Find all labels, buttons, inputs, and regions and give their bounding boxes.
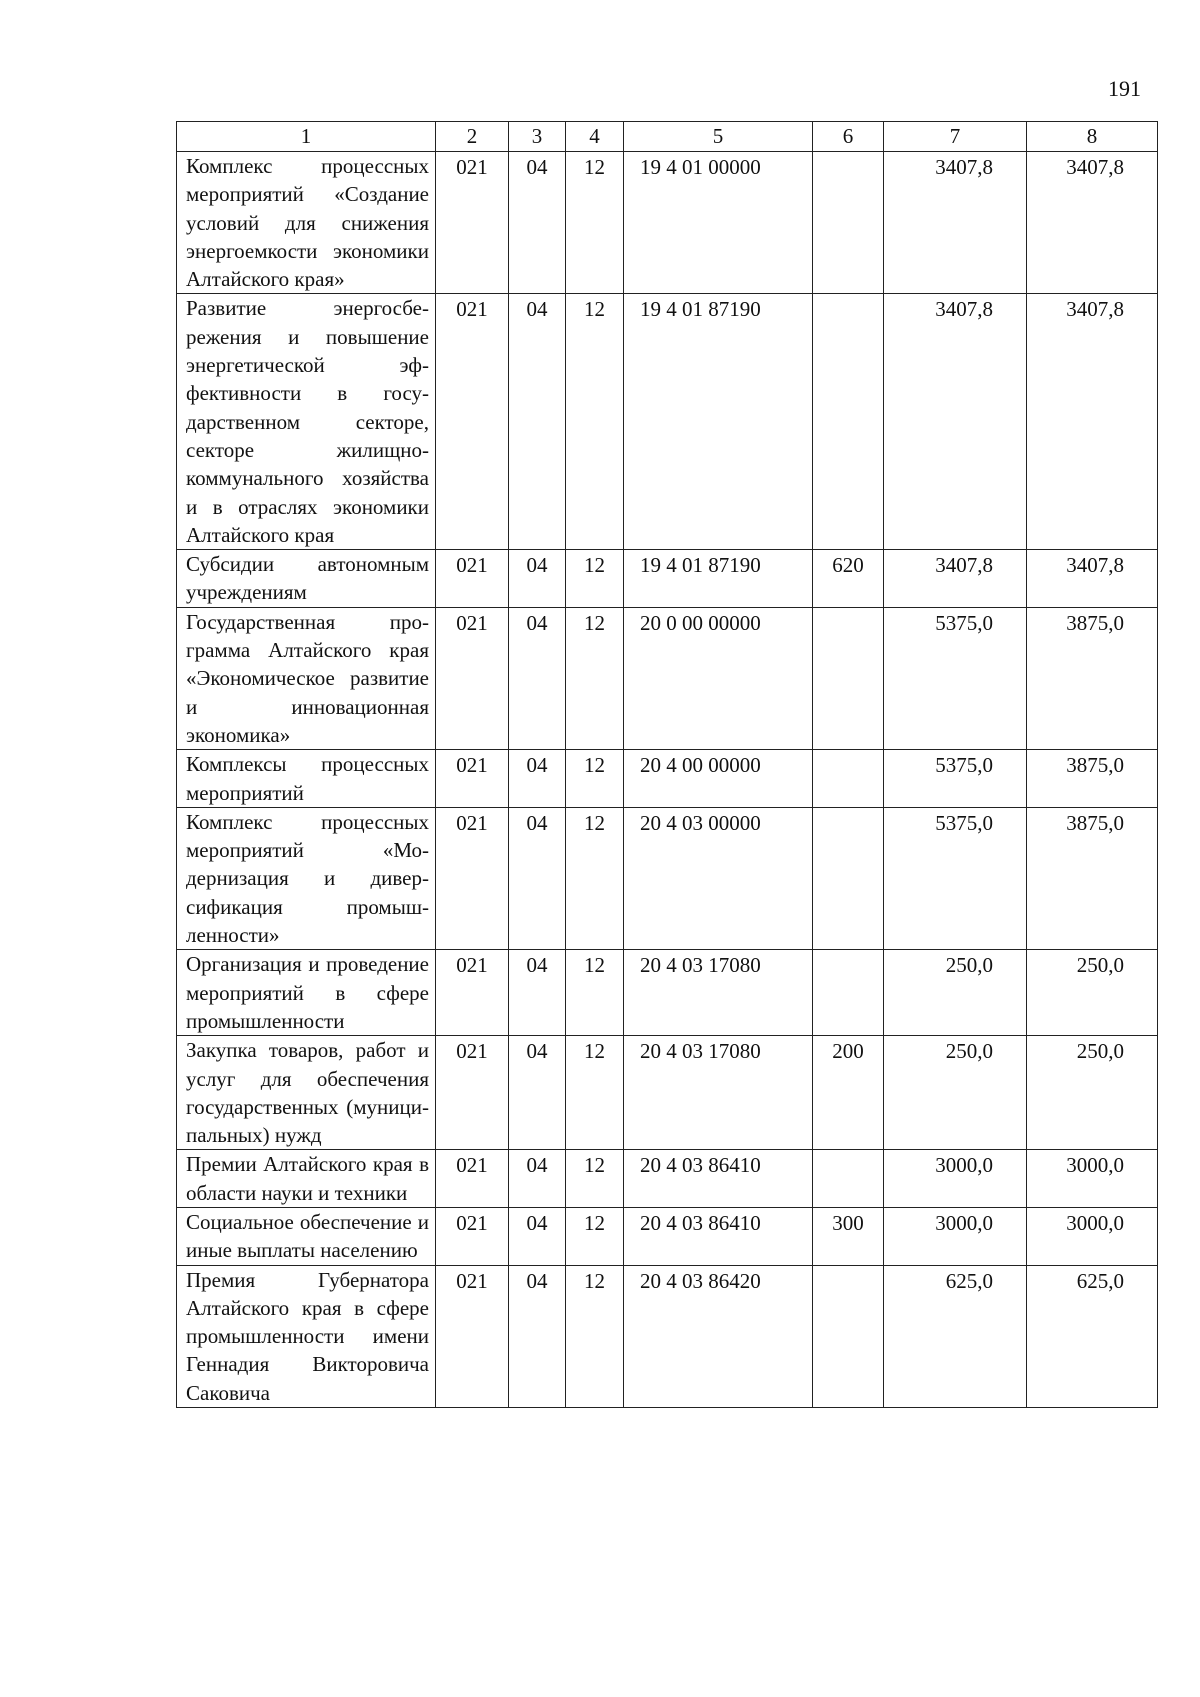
ministry-code: 021 [436, 950, 509, 1036]
expense-type-code [813, 1150, 884, 1208]
item-name: Премии Алтайского края в области науки и техники [177, 1150, 436, 1208]
section-code: 04 [509, 1150, 566, 1208]
table-row [177, 607, 1158, 749]
amount-col7: 3407,8 [884, 152, 1027, 294]
target-article-code: 19 4 01 00000 [624, 152, 813, 294]
item-name: Премия Губернатора Алтайского края в сфере промышленности имени Геннадия Викторовича Саковича [177, 1265, 436, 1407]
subsection-code: 12 [566, 550, 624, 608]
table-header-row [177, 122, 1158, 152]
amount-col8: 3875,0 [1027, 607, 1158, 749]
section-code: 04 [509, 152, 566, 294]
subsection-code: 12 [566, 294, 624, 550]
section-code: 04 [509, 1265, 566, 1407]
ministry-code: 021 [436, 807, 509, 949]
table-row [177, 950, 1158, 1036]
expense-type-code [813, 607, 884, 749]
column-header: 1 [177, 122, 436, 152]
column-header: 7 [884, 122, 1027, 152]
target-article-code: 19 4 01 87190 [624, 550, 813, 608]
amount-col8: 3407,8 [1027, 550, 1158, 608]
expense-type-code [813, 807, 884, 949]
section-code: 04 [509, 550, 566, 608]
subsection-code: 12 [566, 607, 624, 749]
amount-col8: 3407,8 [1027, 152, 1158, 294]
item-name: Социальное обеспечение и иные выплаты населению [177, 1207, 436, 1265]
subsection-code: 12 [566, 950, 624, 1036]
subsection-code: 12 [566, 750, 624, 808]
expense-type-code [813, 950, 884, 1036]
target-article-code: 20 0 00 00000 [624, 607, 813, 749]
target-article-code: 20 4 03 00000 [624, 807, 813, 949]
column-header: 3 [509, 122, 566, 152]
table-row [177, 1036, 1158, 1150]
subsection-code: 12 [566, 1036, 624, 1150]
amount-col7: 3407,8 [884, 294, 1027, 550]
expense-type-code [813, 294, 884, 550]
amount-col8: 3875,0 [1027, 807, 1158, 949]
amount-col7: 625,0 [884, 1265, 1027, 1407]
target-article-code: 20 4 03 86410 [624, 1150, 813, 1208]
item-name: Государственная программа Алтайского края «Экономическое развитие и инновационная экономика» [177, 607, 436, 749]
subsection-code: 12 [566, 1150, 624, 1208]
item-name: Комплексы процессных мероприятий [177, 750, 436, 808]
item-name: Организация и проведение мероприятий в сфере промышленности [177, 950, 436, 1036]
section-code: 04 [509, 1036, 566, 1150]
amount-col7: 250,0 [884, 1036, 1027, 1150]
ministry-code: 021 [436, 1150, 509, 1208]
expense-type-code: 620 [813, 550, 884, 608]
target-article-code: 20 4 03 17080 [624, 950, 813, 1036]
section-code: 04 [509, 1207, 566, 1265]
item-name: Комплекс процессных мероприятий «Создание условий для снижения энергоемкости экономики Алтайского края» [177, 152, 436, 294]
item-name: Комплекс процессных мероприятий «Модернизация и диверсификация промышленности» [177, 807, 436, 949]
expense-type-code [813, 1265, 884, 1407]
amount-col8: 3875,0 [1027, 750, 1158, 808]
table-row [177, 750, 1158, 808]
amount-col8: 250,0 [1027, 1036, 1158, 1150]
target-article-code: 20 4 03 86420 [624, 1265, 813, 1407]
subsection-code: 12 [566, 152, 624, 294]
amount-col8: 3407,8 [1027, 294, 1158, 550]
amount-col7: 5375,0 [884, 607, 1027, 749]
ministry-code: 021 [436, 294, 509, 550]
item-name: Закупка товаров, работ и услуг для обеспечения государственных (муниципальных) нужд [177, 1036, 436, 1150]
amount-col8: 625,0 [1027, 1265, 1158, 1407]
amount-col7: 3407,8 [884, 550, 1027, 608]
expense-type-code: 300 [813, 1207, 884, 1265]
amount-col7: 5375,0 [884, 750, 1027, 808]
target-article-code: 20 4 03 17080 [624, 1036, 813, 1150]
amount-col7: 3000,0 [884, 1150, 1027, 1208]
table-row [177, 294, 1158, 550]
expense-type-code: 200 [813, 1036, 884, 1150]
item-name: Развитие энергосбережения и повышение энергетической эффективности в государственном секторе, секторе жилищно-коммунального хозяйства и в отраслях экономики Алтайского края [177, 294, 436, 550]
section-code: 04 [509, 294, 566, 550]
section-code: 04 [509, 950, 566, 1036]
amount-col7: 3000,0 [884, 1207, 1027, 1265]
target-article-code: 19 4 01 87190 [624, 294, 813, 550]
amount-col8: 3000,0 [1027, 1150, 1158, 1208]
budget-table [176, 121, 1158, 1408]
ministry-code: 021 [436, 550, 509, 608]
table-row [177, 1265, 1158, 1407]
ministry-code: 021 [436, 1265, 509, 1407]
amount-col7: 5375,0 [884, 807, 1027, 949]
amount-col7: 250,0 [884, 950, 1027, 1036]
target-article-code: 20 4 03 86410 [624, 1207, 813, 1265]
ministry-code: 021 [436, 750, 509, 808]
table-row [177, 550, 1158, 608]
subsection-code: 12 [566, 1207, 624, 1265]
section-code: 04 [509, 750, 566, 808]
expense-type-code [813, 750, 884, 808]
section-code: 04 [509, 807, 566, 949]
column-header: 6 [813, 122, 884, 152]
page-number: 191 [1108, 76, 1141, 101]
ministry-code: 021 [436, 152, 509, 294]
item-name: Субсидии автономным учреждениям [177, 550, 436, 608]
column-header: 8 [1027, 122, 1158, 152]
table-row [177, 1207, 1158, 1265]
table-row [177, 152, 1158, 294]
target-article-code: 20 4 00 00000 [624, 750, 813, 808]
table-row [177, 1150, 1158, 1208]
section-code: 04 [509, 607, 566, 749]
column-header: 4 [566, 122, 624, 152]
subsection-code: 12 [566, 1265, 624, 1407]
ministry-code: 021 [436, 607, 509, 749]
column-header: 2 [436, 122, 509, 152]
expense-type-code [813, 152, 884, 294]
ministry-code: 021 [436, 1036, 509, 1150]
ministry-code: 021 [436, 1207, 509, 1265]
column-header: 5 [624, 122, 813, 152]
table-row [177, 807, 1158, 949]
subsection-code: 12 [566, 807, 624, 949]
amount-col8: 3000,0 [1027, 1207, 1158, 1265]
amount-col8: 250,0 [1027, 950, 1158, 1036]
